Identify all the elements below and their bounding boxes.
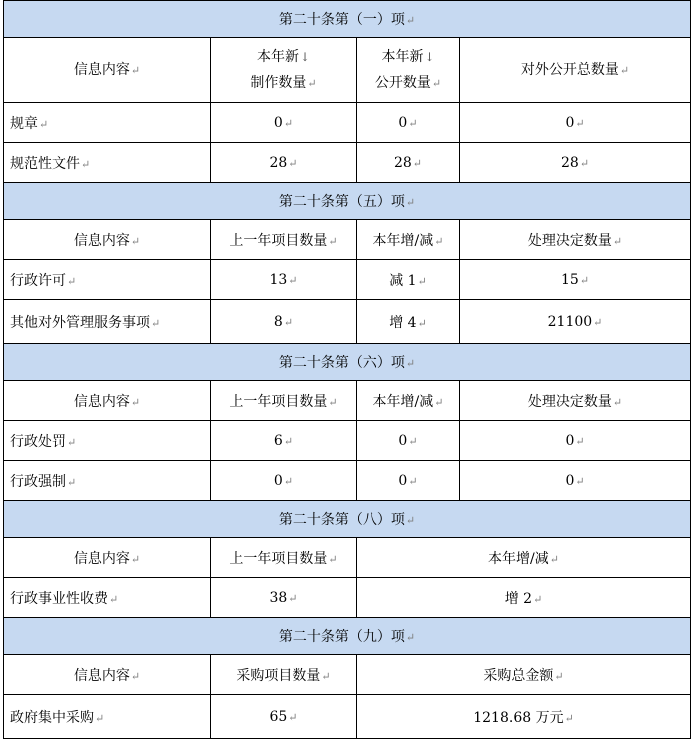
column-header: 本年增/减↵ bbox=[357, 538, 691, 578]
table-cell: 1218.68 万元↵ bbox=[357, 695, 691, 739]
table-row bbox=[4, 695, 691, 739]
section-header-row bbox=[4, 344, 691, 381]
table-cell: 15↵ bbox=[460, 260, 691, 300]
row-label: 行政处罚↵ bbox=[4, 421, 211, 461]
table-row bbox=[4, 421, 691, 461]
table-row bbox=[4, 143, 691, 183]
table-cell: 65↵ bbox=[211, 695, 357, 739]
row-label: 政府集中采购↵ bbox=[4, 695, 211, 739]
column-header-row bbox=[4, 538, 691, 578]
table-cell: 0↵ bbox=[357, 421, 460, 461]
table-cell: 0↵ bbox=[357, 103, 460, 143]
row-label: 其他对外管理服务事项↵ bbox=[4, 300, 211, 344]
table-cell: 21100↵ bbox=[460, 300, 691, 344]
column-header: 本年新↓ 公开数量↵ bbox=[357, 38, 460, 103]
table-row bbox=[4, 260, 691, 300]
table-cell: 28↵ bbox=[357, 143, 460, 183]
column-header: 采购项目数量↵ bbox=[211, 655, 357, 695]
table-cell: 28↵ bbox=[460, 143, 691, 183]
row-label: 行政许可↵ bbox=[4, 260, 211, 300]
column-header: 上一年项目数量↵ bbox=[211, 220, 357, 260]
section-title: 第二十条第（八）项↵ bbox=[4, 501, 691, 538]
column-header: 上一年项目数量↵ bbox=[211, 538, 357, 578]
section-header-row bbox=[4, 183, 691, 220]
table-row bbox=[4, 461, 691, 501]
column-header-row bbox=[4, 220, 691, 260]
column-header: 信息内容↵ bbox=[4, 538, 211, 578]
table-row bbox=[4, 578, 691, 618]
table-cell: 增 4↵ bbox=[357, 300, 460, 344]
column-header: 信息内容↵ bbox=[4, 655, 211, 695]
column-header-row bbox=[4, 381, 691, 421]
column-header: 本年增/减↵ bbox=[357, 381, 460, 421]
table-cell: 13↵ bbox=[211, 260, 357, 300]
section-header-row bbox=[4, 1, 691, 38]
table-row bbox=[4, 300, 691, 344]
disclosure-table bbox=[3, 0, 691, 739]
section-header-row bbox=[4, 618, 691, 655]
table-cell: 0↵ bbox=[460, 461, 691, 501]
table-cell: 0↵ bbox=[357, 461, 460, 501]
section-header-row bbox=[4, 501, 691, 538]
column-header: 信息内容↵ bbox=[4, 381, 211, 421]
column-header: 上一年项目数量↵ bbox=[211, 381, 357, 421]
table-cell: 减 1↵ bbox=[357, 260, 460, 300]
column-header: 对外公开总数量↵ bbox=[460, 38, 691, 103]
table-cell: 0↵ bbox=[211, 461, 357, 501]
column-header: 处理决定数量↵ bbox=[460, 220, 691, 260]
table-cell: 0↵ bbox=[460, 103, 691, 143]
column-header-row bbox=[4, 38, 691, 103]
table-cell: 0↵ bbox=[211, 103, 357, 143]
column-header: 处理决定数量↵ bbox=[460, 381, 691, 421]
row-label: 规章↵ bbox=[4, 103, 211, 143]
column-header: 信息内容↵ bbox=[4, 220, 211, 260]
row-label: 规范性文件↵ bbox=[4, 143, 211, 183]
section-title: 第二十条第（五）项↵ bbox=[4, 183, 691, 220]
column-header: 本年增/减↵ bbox=[357, 220, 460, 260]
table-cell: 8↵ bbox=[211, 300, 357, 344]
section-title: 第二十条第（一）项↵ bbox=[4, 1, 691, 38]
column-header-row bbox=[4, 655, 691, 695]
table-cell: 0↵ bbox=[460, 421, 691, 461]
table-cell: 增 2↵ bbox=[357, 578, 691, 618]
table-row bbox=[4, 103, 691, 143]
row-label: 行政强制↵ bbox=[4, 461, 211, 501]
table-cell: 38↵ bbox=[211, 578, 357, 618]
column-header: 采购总金额↵ bbox=[357, 655, 691, 695]
column-header: 信息内容↵ bbox=[4, 38, 211, 103]
row-label: 行政事业性收费↵ bbox=[4, 578, 211, 618]
table-cell: 28↵ bbox=[211, 143, 357, 183]
table-cell: 6↵ bbox=[211, 421, 357, 461]
section-title: 第二十条第（六）项↵ bbox=[4, 344, 691, 381]
column-header: 本年新↓ 制作数量↵ bbox=[211, 38, 357, 103]
section-title: 第二十条第（九）项↵ bbox=[4, 618, 691, 655]
